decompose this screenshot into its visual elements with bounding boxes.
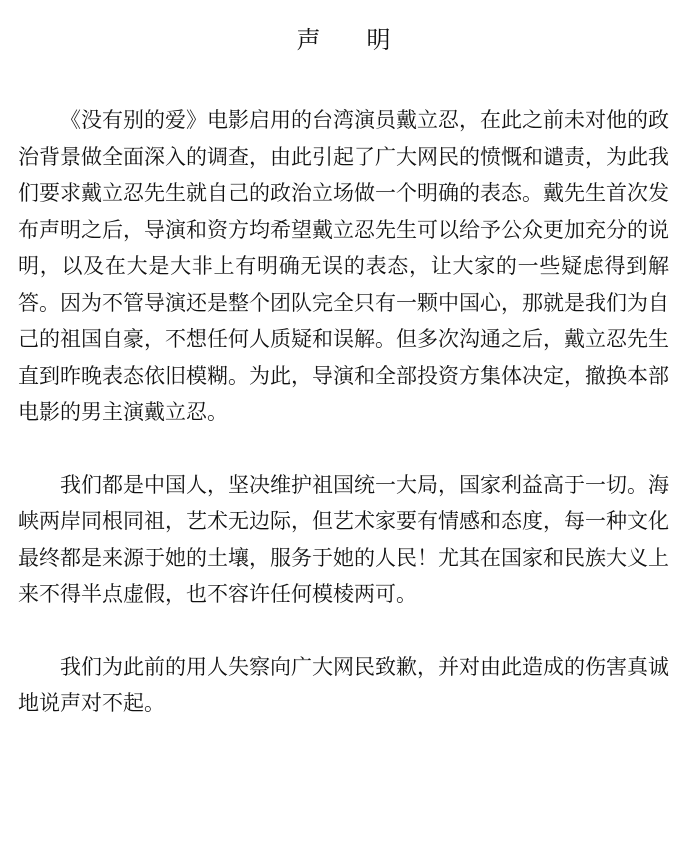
title-char-2: 明: [366, 26, 391, 54]
document-title: [18, 20, 669, 62]
paragraph-2: 我们都是中国人，坚决维护祖国统一大局，国家利益高于一切。海峡两岸同根同祖，艺术无边际，但艺术家要有情感和态度，每一种文化最终都是来源于她的土壤，服务于她的人民！尤其在国家和民族大义上来不得半点虚假，也不容许任何模棱两可。: [18, 472, 669, 606]
paragraph-3: 我们为此前的用人失察向广大网民致歉，并对由此造成的伤害真诚地说声对不起。: [18, 654, 669, 715]
title-char-1: 声: [296, 26, 321, 54]
paragraph-1: 《没有别的爱》电影启用的台湾演员戴立忍，在此之前未对他的政治背景做全面深入的调查，由此引起了广大网民的愤慨和谴责，为此我们要求戴立忍先生就自己的政治立场做一个明确的表态。戴先生首次发布声明之后，导演和资方均希望戴立忍先生可以给予公众更加充分的说明，以及在大是大非上有明确无误的表态，让大家的一些疑虑得到解答。因为不管导演还是整个团队完全只有一颗中国心，那就是我们为自己的祖国自豪，不想任何人质疑和误解。但多次沟通之后，戴立忍先生直到昨晚表态依旧模糊。为此，导演和全部投资方集体决定，撤换本部电影的男主演戴立忍。: [18, 108, 669, 424]
